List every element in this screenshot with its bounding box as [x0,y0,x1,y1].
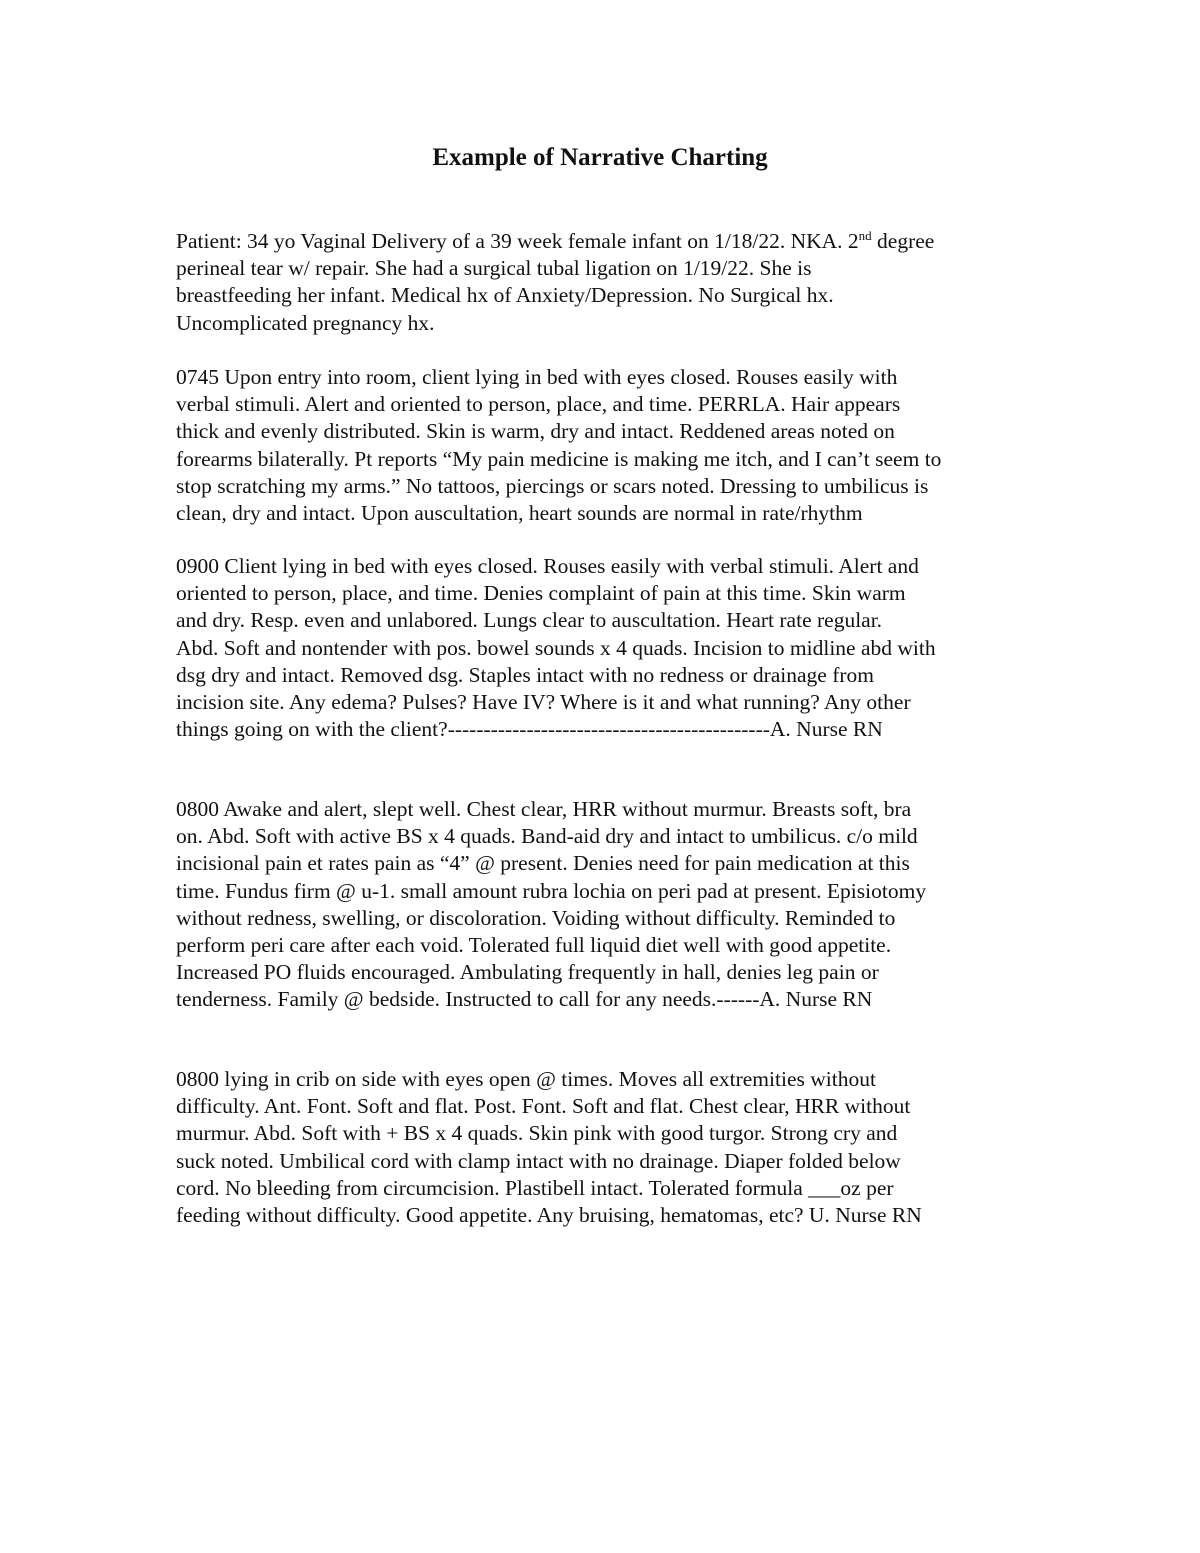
entry-0800-infant-line: murmur. Abd. Soft with + BS x 4 quads. Skin pink with good turgor. Strong cry and [176,1121,898,1146]
entry-0800-mother-line: perform peri care after each void. Tolerated full liquid diet well with good appetite. [176,933,892,958]
entry-0800-mother-line: incisional pain et rates pain as “4” @ present. Denies need for pain medication at this [176,851,910,876]
patient-line-2: perineal tear w/ repair. She had a surgical tubal ligation on 1/19/22. She is [176,256,812,281]
document-title: Example of Narrative Charting [432,144,768,171]
entry-0800-infant-line: feeding without difficulty. Good appetite. Any bruising, hematomas, etc? U. Nurse RN [176,1203,922,1228]
entry-0745-line: verbal stimuli. Alert and oriented to person, place, and time. PERRLA. Hair appears [176,392,901,417]
entry-0800-mother-line: tenderness. Family @ bedside. Instructed to call for any needs.------A. Nurse RN [176,987,873,1012]
patient-line-1-text: Patient: 34 yo Vaginal Delivery of a 39 week female infant on 1/18/22. NKA. 2 [176,229,859,253]
entry-0800-infant-paragraph [176,1066,1036,1229]
entry-0745-line: thick and evenly distributed. Skin is warm, dry and intact. Reddened areas noted on [176,419,895,444]
entry-0745-line: 0745 Upon entry into room, client lying in bed with eyes closed. Rouses easily with [176,365,898,389]
entry-0900-paragraph [176,553,1036,743]
entry-0800-mother-line: on. Abd. Soft with active BS x 4 quads. Band-aid dry and intact to umbilicus. c/o mild [176,824,918,849]
entry-0800-infant-line: suck noted. Umbilical cord with clamp intact with no drainage. Diaper folded below [176,1148,901,1173]
entry-0745-paragraph [176,364,1036,527]
entry-0900-line: Abd. Soft and nontender with pos. bowel sounds x 4 quads. Incision to midline abd with [176,635,936,660]
entry-0900-line: dsg dry and intact. Removed dsg. Staples intact with no redness or drainage from [176,662,874,687]
patient-line-1 [176,228,1036,255]
entry-0900-line: and dry. Resp. even and unlabored. Lungs clear to auscultation. Heart rate regular. [176,608,883,633]
entry-0745-line: clean, dry and intact. Upon auscultation, heart sounds are normal in rate/rhythm [176,501,863,526]
entry-0900-line: 0900 Client lying in bed with eyes closed. Rouses easily with verbal stimuli. Alert and [176,554,919,578]
entry-0800-mother-line: without redness, swelling, or discoloration. Voiding without difficulty. Reminded to [176,905,896,930]
entry-0800-mother-paragraph [176,796,1036,1014]
entry-0800-infant-line: difficulty. Ant. Font. Soft and flat. Post. Font. Soft and flat. Chest clear, HRR without [176,1094,911,1119]
patient-line-4: Uncomplicated pregnancy hx. [176,310,435,335]
patient-line-3: breastfeeding her infant. Medical hx of Anxiety/Depression. No Surgical hx. [176,283,834,308]
entry-0800-mother-line: 0800 Awake and alert, slept well. Chest clear, HRR without murmur. Breasts soft, bra [176,797,912,821]
entry-0745-line: forearms bilaterally. Pt reports “My pain medicine is making me itch, and I can’t seem to [176,446,942,471]
entry-0745-line: stop scratching my arms.” No tattoos, piercings or scars noted. Dressing to umbilicus is [176,473,929,498]
superscript-nd: nd [858,227,872,243]
entry-0900-line: things going on with the client?---------------------------------------------A. Nurse RN [176,717,883,742]
patient-line-1-tail: degree [871,229,935,253]
entry-0900-line: incision site. Any edema? Pulses? Have IV? Where is it and what running? Any other [176,690,911,715]
entry-0800-mother-line: Increased PO fluids encouraged. Ambulating frequently in hall, denies leg pain or [176,960,879,985]
entry-0800-infant-line: cord. No bleeding from circumcision. Plastibell intact. Tolerated formula ___oz per [176,1175,894,1200]
entry-0800-mother-line: time. Fundus firm @ u-1. small amount rubra lochia on peri pad at present. Episiotomy [176,878,927,903]
patient-info-paragraph [176,228,1036,337]
entry-0800-infant-line: 0800 lying in crib on side with eyes open @ times. Moves all extremities without [176,1067,876,1091]
entry-0900-line: oriented to person, place, and time. Denies complaint of pain at this time. Skin warm [176,581,906,606]
